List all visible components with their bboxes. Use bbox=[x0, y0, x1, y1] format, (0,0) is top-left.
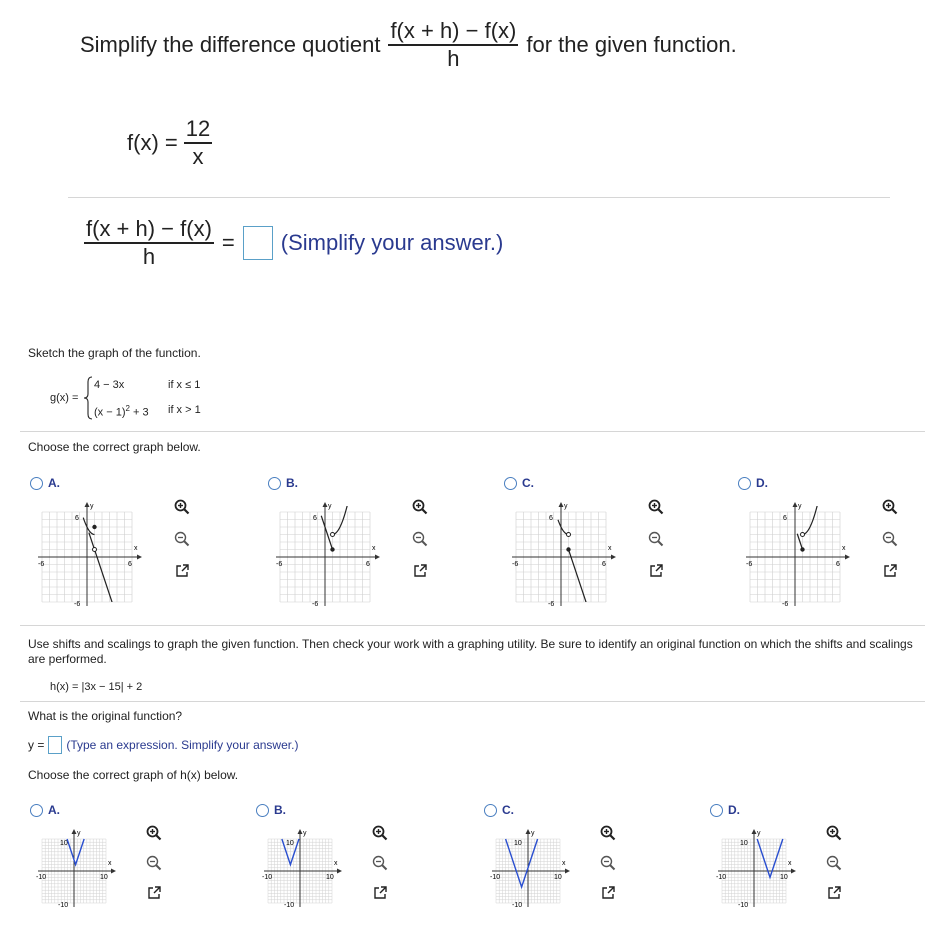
q1-prompt-post: for the given function. bbox=[526, 31, 737, 57]
q3-prompt: Use shifts and scalings to graph the given function. Then check your work with a graphing utility. Be sure to identify an original function on which the shifts and scalings are performed. bbox=[28, 637, 913, 666]
answer-numerator: f(x + h) − f(x) bbox=[86, 216, 212, 241]
dq-denominator: h bbox=[447, 45, 460, 71]
x-axis-label: x bbox=[562, 860, 566, 867]
q2-choose: Choose the correct graph below. bbox=[28, 440, 201, 454]
y-axis-label: y bbox=[531, 830, 535, 837]
option-c[interactable] bbox=[504, 476, 612, 608]
x-axis-label: x bbox=[108, 860, 112, 867]
radio-button[interactable] bbox=[268, 477, 281, 490]
abs-value-graph bbox=[32, 819, 122, 919]
original-function-input[interactable] bbox=[48, 736, 62, 754]
popout-icon[interactable] bbox=[144, 883, 164, 903]
popout-icon[interactable] bbox=[370, 883, 390, 903]
zoom-out-icon[interactable] bbox=[646, 529, 666, 549]
closed-point bbox=[800, 547, 804, 551]
piecewise-graph bbox=[742, 493, 857, 611]
option-letter: A. bbox=[48, 803, 60, 817]
zoom-out-icon[interactable] bbox=[144, 853, 164, 873]
tick-label: 6 bbox=[602, 561, 606, 568]
zoom-in-icon[interactable] bbox=[172, 497, 192, 517]
tick-label: 6 bbox=[783, 515, 787, 522]
y-axis-label: y bbox=[90, 503, 94, 510]
option-b[interactable] bbox=[268, 476, 376, 608]
option-radio-row[interactable] bbox=[504, 476, 534, 490]
divider bbox=[20, 625, 925, 626]
y-axis-label: y bbox=[757, 830, 761, 837]
radio-button[interactable] bbox=[710, 804, 723, 817]
tick-label: 10 bbox=[554, 874, 562, 881]
tick-label: 10 bbox=[60, 840, 68, 847]
zoom-out-icon[interactable] bbox=[598, 853, 618, 873]
popout-icon[interactable] bbox=[824, 883, 844, 903]
tick-label: 6 bbox=[366, 561, 370, 568]
graph-curve bbox=[333, 493, 355, 535]
original-function-row bbox=[28, 736, 298, 754]
option-letter: D. bbox=[728, 803, 740, 817]
radio-button[interactable] bbox=[484, 804, 497, 817]
graph-line bbox=[321, 516, 332, 550]
tick-label: 10 bbox=[514, 840, 522, 847]
zoom-out-icon[interactable] bbox=[880, 529, 900, 549]
option-radio-row[interactable] bbox=[484, 803, 514, 817]
piece2-cond: if x > 1 bbox=[168, 404, 201, 416]
closed-point bbox=[92, 525, 96, 529]
f-fraction bbox=[184, 116, 212, 170]
tick-label: 6 bbox=[313, 515, 317, 522]
tick-label: -10 bbox=[716, 874, 727, 881]
tick-label: -10 bbox=[490, 874, 501, 881]
x-axis-label: x bbox=[372, 545, 376, 552]
radio-button[interactable] bbox=[738, 477, 751, 490]
popout-icon[interactable] bbox=[880, 561, 900, 581]
option-a[interactable] bbox=[30, 476, 138, 608]
g-lhs: g(x) = bbox=[50, 392, 79, 404]
zoom-in-icon[interactable] bbox=[410, 497, 430, 517]
option-radio-row[interactable] bbox=[256, 803, 286, 817]
tick-label: -10 bbox=[512, 902, 523, 909]
tick-label: -10 bbox=[36, 874, 47, 881]
radio-button[interactable] bbox=[30, 804, 43, 817]
tick-label: 10 bbox=[286, 840, 294, 847]
radio-button[interactable] bbox=[30, 477, 43, 490]
popout-icon[interactable] bbox=[172, 561, 192, 581]
tick-label: 10 bbox=[740, 840, 748, 847]
tick-label: -10 bbox=[58, 902, 69, 909]
equals-sign: = bbox=[221, 229, 235, 255]
zoom-in-icon[interactable] bbox=[824, 823, 844, 843]
zoom-in-icon[interactable] bbox=[598, 823, 618, 843]
answer-denominator: h bbox=[142, 243, 156, 269]
x-axis-label: x bbox=[788, 860, 792, 867]
open-point bbox=[93, 548, 97, 552]
tick-label: -10 bbox=[284, 902, 295, 909]
abs-value-graph bbox=[486, 819, 576, 919]
y-equals: y = bbox=[28, 738, 45, 752]
zoom-in-icon[interactable] bbox=[646, 497, 666, 517]
graph-curve bbox=[803, 498, 820, 534]
tick-label: 10 bbox=[326, 874, 334, 881]
tick-label: -10 bbox=[262, 874, 273, 881]
y-axis-label: y bbox=[564, 503, 568, 510]
x-axis-label: x bbox=[134, 545, 138, 552]
popout-icon[interactable] bbox=[598, 883, 618, 903]
option-d[interactable] bbox=[710, 803, 792, 909]
closed-point bbox=[566, 547, 570, 551]
y-axis-label: y bbox=[77, 830, 81, 837]
option-letter: C. bbox=[502, 803, 514, 817]
q1-prompt-pre: Simplify the difference quotient bbox=[80, 31, 381, 57]
tick-label: -6 bbox=[276, 561, 283, 568]
radio-button[interactable] bbox=[256, 804, 269, 817]
closed-point bbox=[330, 547, 334, 551]
piecewise-graph bbox=[272, 493, 387, 611]
divider bbox=[68, 197, 890, 198]
option-radio-row[interactable] bbox=[710, 803, 740, 817]
zoom-out-icon[interactable] bbox=[824, 853, 844, 873]
piece1-cond: if x ≤ 1 bbox=[168, 379, 201, 391]
piecewise-graph bbox=[508, 493, 623, 611]
zoom-in-icon[interactable] bbox=[370, 823, 390, 843]
tick-label: -6 bbox=[312, 601, 319, 608]
function-definition bbox=[127, 116, 212, 170]
f-numerator: 12 bbox=[185, 116, 211, 141]
q1-prompt bbox=[80, 18, 737, 72]
piecewise-graph bbox=[34, 493, 149, 611]
q1-answer-row bbox=[84, 216, 503, 270]
abs-value-graph bbox=[258, 819, 348, 919]
simplify-hint: (Simplify your answer.) bbox=[280, 229, 504, 255]
option-letter: C. bbox=[522, 476, 534, 490]
zoom-out-icon[interactable] bbox=[172, 529, 192, 549]
popout-icon[interactable] bbox=[646, 561, 666, 581]
piece2-expr: $(x - 1)^2 + 3$ bbox=[94, 404, 149, 419]
tick-label: 6 bbox=[128, 561, 132, 568]
difference-quotient bbox=[388, 18, 518, 72]
y-axis-label: y bbox=[798, 503, 802, 510]
option-letter: A. bbox=[48, 476, 60, 490]
popout-icon[interactable] bbox=[410, 561, 430, 581]
abs-value-graph bbox=[712, 819, 802, 919]
option-letter: B. bbox=[286, 476, 298, 490]
answer-quotient bbox=[84, 216, 214, 270]
piece1-expr: 4 − 3x bbox=[94, 379, 125, 391]
option-a[interactable] bbox=[30, 803, 112, 909]
divider bbox=[20, 431, 925, 432]
answer-input[interactable] bbox=[243, 226, 273, 260]
tick-label: 10 bbox=[100, 874, 108, 881]
option-radio-row[interactable] bbox=[268, 476, 298, 490]
zoom-out-icon[interactable] bbox=[370, 853, 390, 873]
zoom-in-icon[interactable] bbox=[144, 823, 164, 843]
divider bbox=[20, 701, 925, 702]
tick-label: -6 bbox=[512, 561, 519, 568]
open-point bbox=[567, 533, 571, 537]
y-axis-label: y bbox=[328, 503, 332, 510]
tick-label: -6 bbox=[782, 601, 789, 608]
f-lhs: f(x) = bbox=[127, 129, 178, 155]
brace-icon bbox=[84, 376, 94, 420]
q3-choose: Choose the correct graph of h(x) below. bbox=[28, 768, 239, 782]
option-letter: D. bbox=[756, 476, 768, 490]
q2-prompt: Sketch the graph of the function. bbox=[28, 346, 201, 360]
open-point bbox=[331, 533, 335, 537]
tick-label: -10 bbox=[738, 902, 749, 909]
x-axis-label: x bbox=[842, 545, 846, 552]
option-c[interactable] bbox=[484, 803, 566, 909]
original-function-question: What is the original function? bbox=[28, 709, 183, 723]
open-point bbox=[801, 533, 805, 537]
tick-label: 6 bbox=[836, 561, 840, 568]
tick-label: 6 bbox=[549, 515, 553, 522]
f-denominator: x bbox=[192, 143, 204, 169]
zoom-in-icon[interactable] bbox=[880, 497, 900, 517]
h-definition: h(x) = |3x − 15| + 2 bbox=[50, 681, 143, 693]
y-axis-label: y bbox=[303, 830, 307, 837]
expression-hint: (Type an expression. Simplify your answer.) bbox=[66, 738, 299, 752]
option-d[interactable] bbox=[738, 476, 846, 608]
tick-label: -6 bbox=[38, 561, 45, 568]
option-radio-row[interactable] bbox=[30, 803, 60, 817]
radio-button[interactable] bbox=[504, 477, 517, 490]
dq-numerator: f(x + h) − f(x) bbox=[390, 18, 517, 43]
option-radio-row[interactable] bbox=[30, 476, 60, 490]
option-letter: B. bbox=[274, 803, 286, 817]
x-axis-label: x bbox=[608, 545, 612, 552]
option-radio-row[interactable] bbox=[738, 476, 768, 490]
tick-label: -6 bbox=[746, 561, 753, 568]
zoom-out-icon[interactable] bbox=[410, 529, 430, 549]
tick-label: 6 bbox=[75, 515, 79, 522]
x-axis-label: x bbox=[334, 860, 338, 867]
tick-label: -6 bbox=[74, 601, 81, 608]
tick-label: 10 bbox=[780, 874, 788, 881]
tick-label: -6 bbox=[548, 601, 555, 608]
option-b[interactable] bbox=[256, 803, 338, 909]
